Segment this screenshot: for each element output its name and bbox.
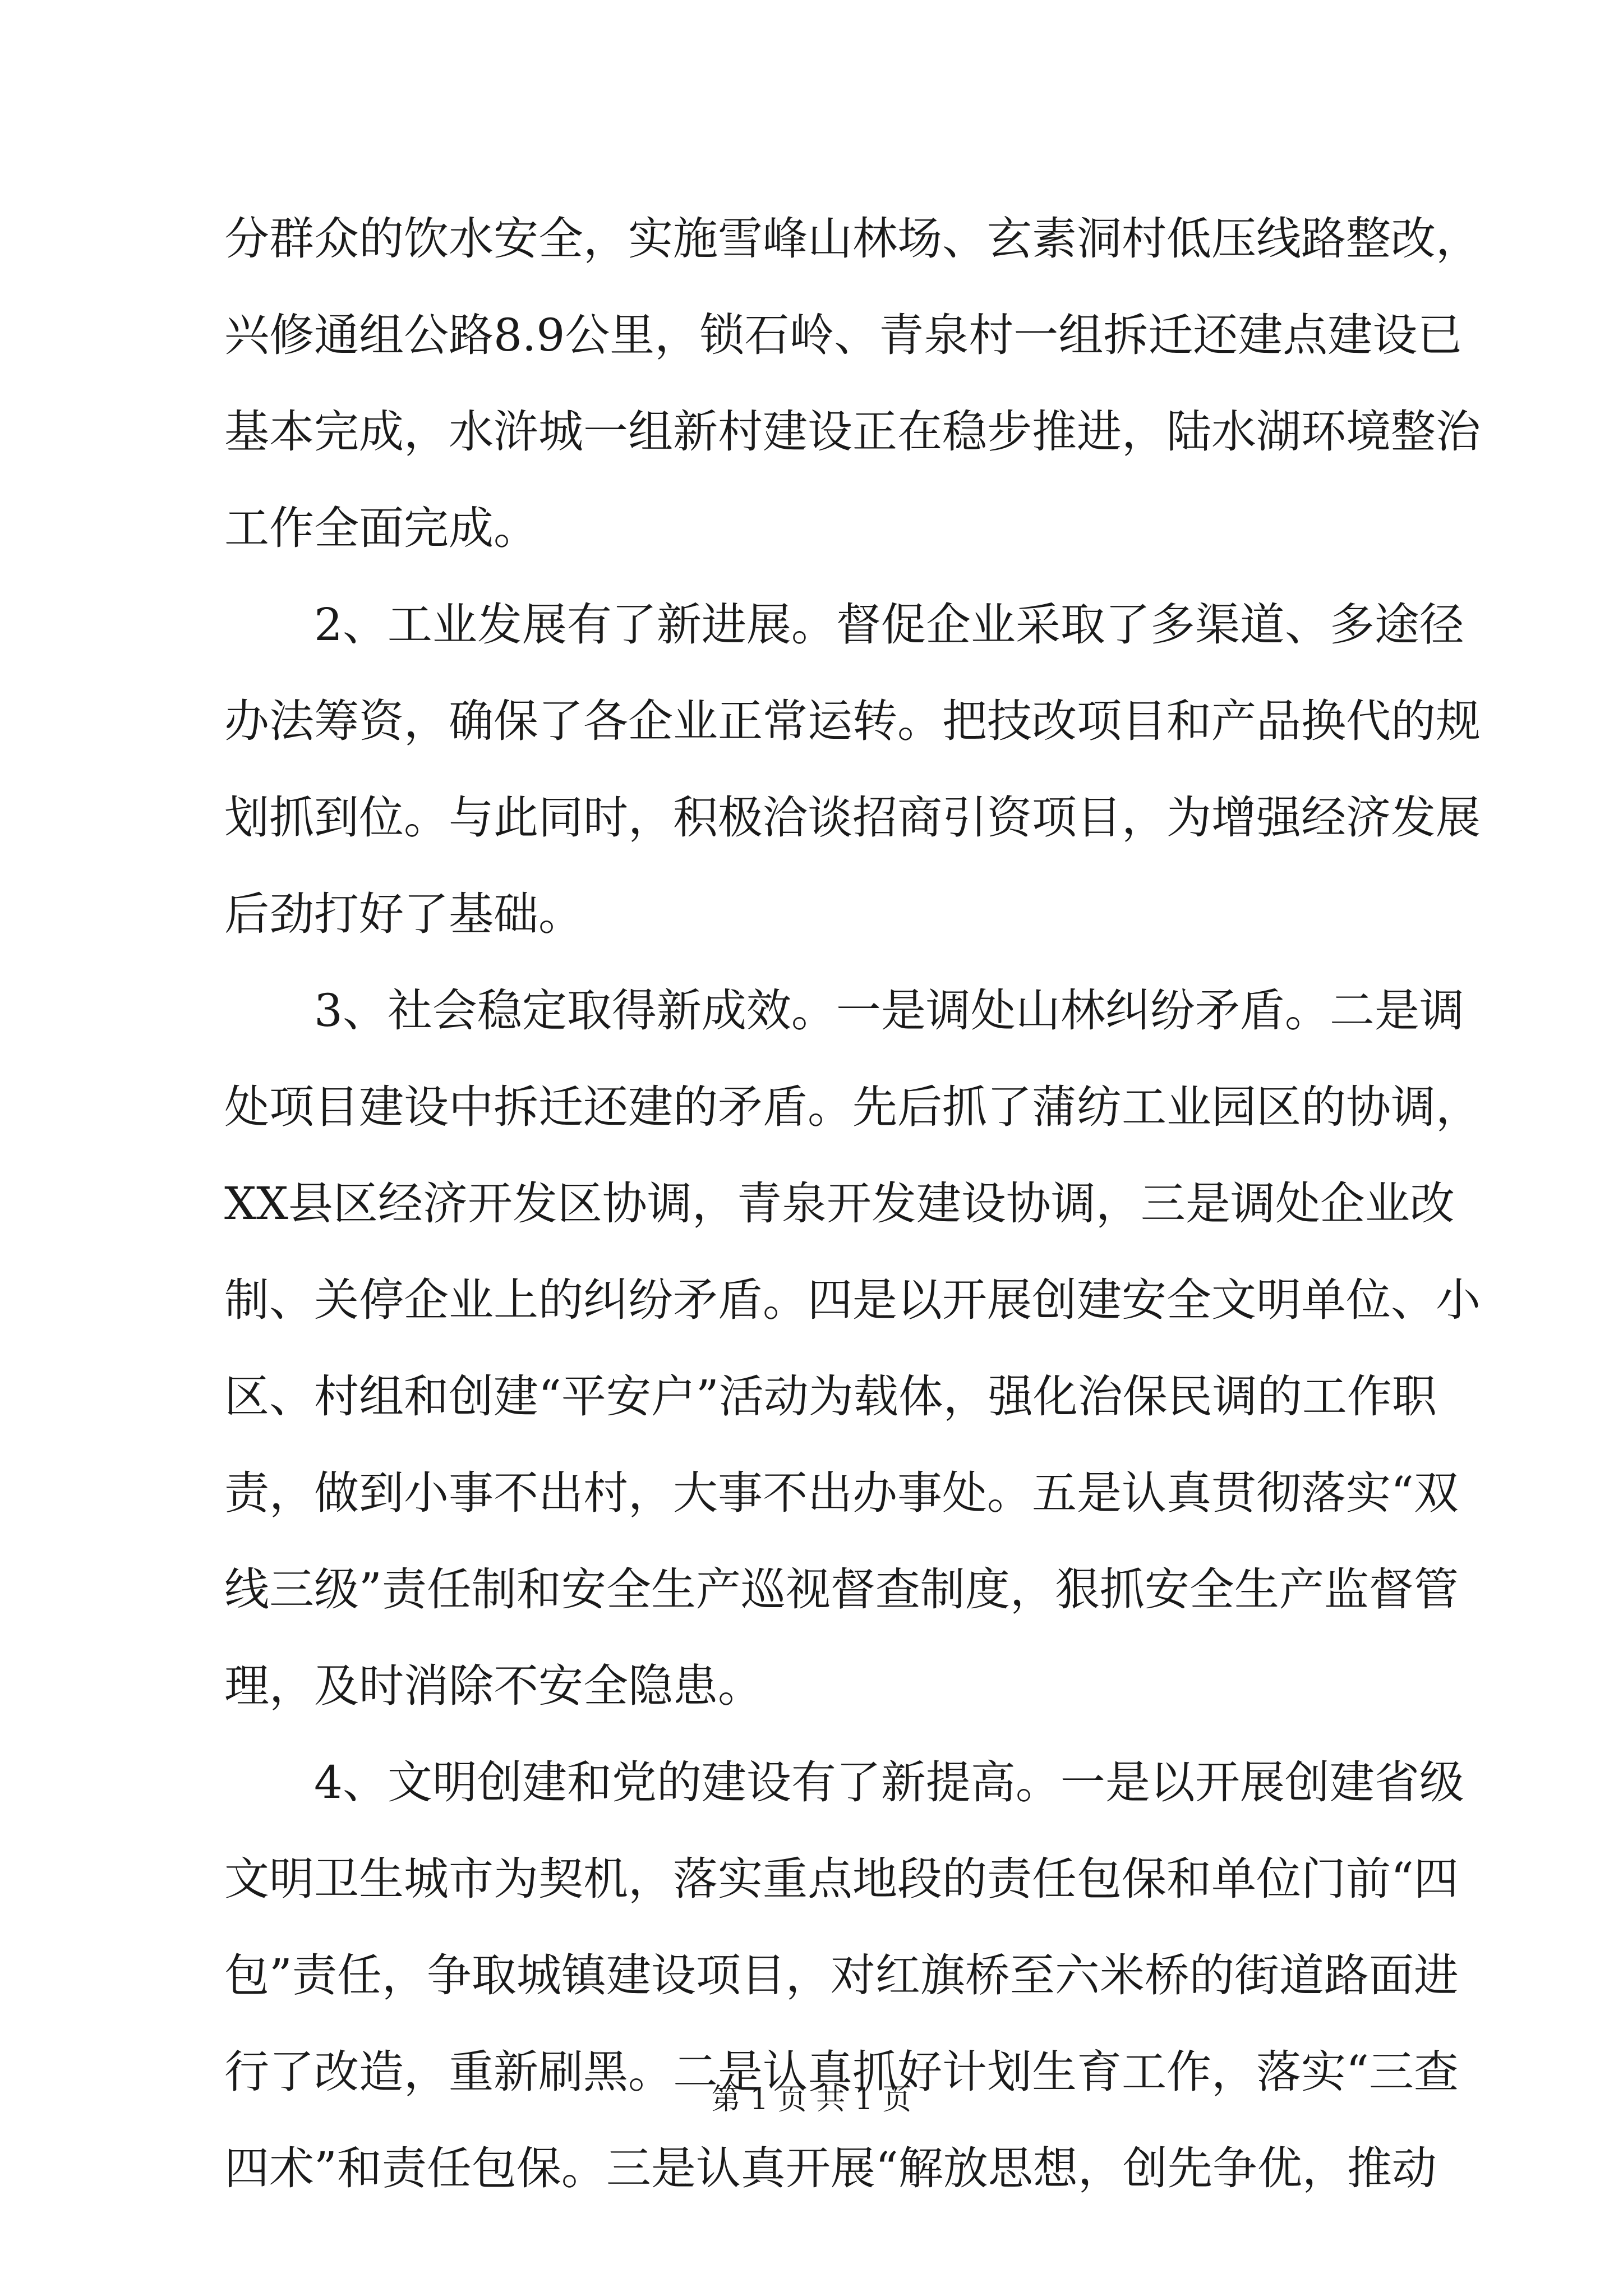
- text-line: 处 项 目 建 设 中 拆 迁 还 建 的 矛 盾 。 先 后 抓 了 蒲 纺 工 业 园 区 的 协 调 ，: [224, 1081, 1481, 1133]
- text-line: 2 、 工 业 发 展 有 了 新 进 展 。 督 促 企 业 采 取 了 多 渠 道 、 多 途 径: [314, 599, 1464, 651]
- page-footer: 第 1 页 共 1 页: [711, 2083, 912, 2116]
- text-line: 3 、 社 会 稳 定 取 得 新 成 效 。 一 是 调 处 山 林 纠 纷 矛 盾 。 二 是 调: [314, 984, 1464, 1037]
- text-line: 基 本 完 成 ， 水 浒 城 一 组 新 村 建 设 正 在 稳 步 推 进 ， 陆 水 湖 环 境 整 治: [224, 406, 1481, 458]
- text-line: 区 、 村 组 和 创 建 “ 平 安 户 ” 活 动 为 载 体 ， 强 化 治 保 民 调 的 工 作 职: [224, 1370, 1437, 1423]
- text-line: 划 抓 到 位 。 与 此 同 时 ， 积 极 洽 谈 招 商 引 资 项 目 ， 为 增 强 经 济 发 展: [224, 792, 1481, 844]
- text-line: 线 三 级 ” 责 任 制 和 安 全 生 产 巡 视 督 查 制 度 ， 狠 抓 安 全 生 产 监 督 管: [224, 1563, 1459, 1616]
- text-line: 后劲打好了基础。: [224, 888, 583, 940]
- text-line: 分 群 众 的 饮 水 安 全 ， 实 施 雪 峰 山 林 场 、 玄 素 洞 村 低 压 线 路 整 改 ，: [224, 213, 1481, 265]
- document-body: [224, 191, 1481, 2217]
- text-line: 办 法 筹 资 ， 确 保 了 各 企 业 正 常 运 转 。 把 技 改 项 目 和 产 品 换 代 的 规: [224, 695, 1481, 747]
- text-line: 工作全面完成。: [224, 502, 538, 554]
- text-line: 四 术 ” 和 责 任 包 保 。 三 是 认 真 开 展 “ 解 放 思 想 ， 创 先 争 优 ， 推 动: [224, 2142, 1437, 2194]
- text-line: 4 、 文 明 创 建 和 党 的 建 设 有 了 新 提 高 。 一 是 以 开 展 创 建 省 级: [314, 1756, 1464, 1809]
- text-line: 责 ， 做 到 小 事 不 出 村 ， 大 事 不 出 办 事 处 。 五 是 认 真 贯 彻 落 实 “ 双: [224, 1467, 1459, 1519]
- text-line: 制 、 关 停 企 业 上 的 纠 纷 矛 盾 。 四 是 以 开 展 创 建 安 全 文 明 单 位 、 小: [224, 1274, 1481, 1326]
- text-line: XX 县 区 经 济 开 发 区 协 调 ， 青 泉 开 发 建 设 协 调 ， 三 是 调 处 企 业 改: [224, 1177, 1455, 1230]
- text-line: 文 明 卫 生 城 市 为 契 机 ， 落 实 重 点 地 段 的 责 任 包 保 和 单 位 门 前 “ 四: [224, 1853, 1459, 1905]
- text-line: 理，及时消除不安全隐患。: [224, 1660, 763, 1712]
- text-line: 行 了 改 造 ， 重 新 刷 黑 。 二 是 认 真 抓 好 计 划 生 育 工 作 ， 落 实 “ 三 查: [224, 2046, 1459, 2098]
- text-line: 兴 修 通 组 公 路 8.9 公 里 ， 锁 石 岭 、 青 泉 村 一 组 拆 迁 还 建 点 建 设 已: [224, 309, 1463, 361]
- text-line: 包 ” 责 任 ， 争 取 城 镇 建 设 项 目 ， 对 红 旗 桥 至 六 米 桥 的 街 道 路 面 进: [224, 1949, 1459, 2001]
